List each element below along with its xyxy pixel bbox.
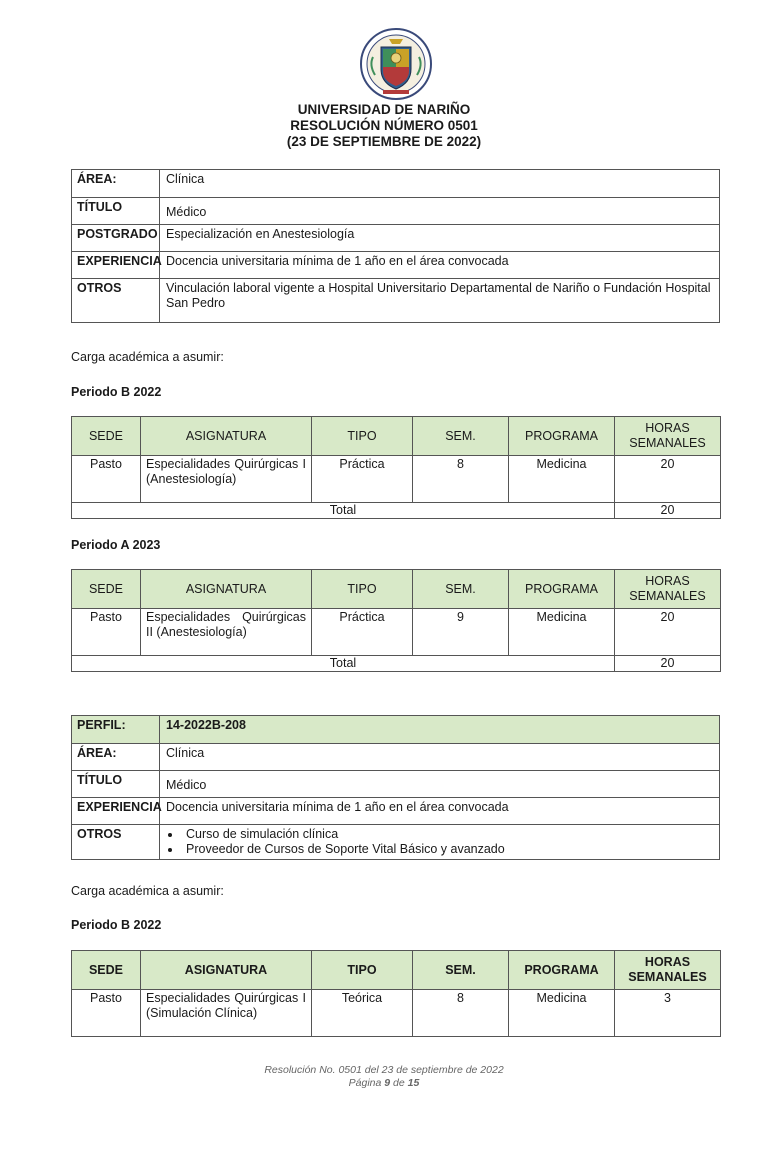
header-programa: PROGRAMA <box>509 417 615 456</box>
titulo-label: TÍTULO <box>72 771 160 798</box>
experiencia-label: EXPERIENCIA <box>72 798 160 825</box>
cell-tipo: Teórica <box>312 990 413 1037</box>
footer-resolution: Resolución No. 0501 del 23 de septiembre de 2022 <box>264 1064 504 1076</box>
area-label: ÁREA: <box>72 170 160 198</box>
total-label: Total <box>72 503 615 519</box>
otros-list <box>166 827 713 857</box>
cell-programa: Medicina <box>509 609 615 656</box>
otros-label: OTROS <box>72 825 160 860</box>
document-header <box>0 102 768 150</box>
cell-horas: 20 <box>615 456 721 503</box>
university-seal <box>359 27 433 101</box>
cell-sem: 9 <box>413 609 509 656</box>
page-total: 15 <box>407 1077 420 1089</box>
course-table-3 <box>71 950 720 1037</box>
titulo-value: Médico <box>160 771 720 798</box>
header-horas: HORAS SEMANALES <box>615 417 721 456</box>
list-item: • Curso de simulación clínica <box>182 827 713 842</box>
cell-programa: Medicina <box>509 990 615 1037</box>
header-programa: PROGRAMA <box>509 570 615 609</box>
cell-horas: 20 <box>615 609 721 656</box>
header-asignatura: ASIGNATURA <box>141 417 312 456</box>
titulo-value: Médico <box>160 198 720 225</box>
otros-list-cell <box>160 825 720 860</box>
cell-sede: Pasto <box>72 990 141 1037</box>
carga-label: Carga académica a asumir: <box>71 884 224 898</box>
profile-table-2 <box>71 715 720 860</box>
header-university: UNIVERSIDAD DE NARIÑO <box>297 102 471 117</box>
page-number: 9 <box>384 1077 391 1089</box>
experiencia-value: Docencia universitaria mínima de 1 año en el área convocada <box>160 798 720 825</box>
header-asignatura: ASIGNATURA <box>141 570 312 609</box>
experiencia-label: EXPERIENCIA <box>72 252 160 279</box>
header-date: (23 DE SEPTIEMBRE DE 2022) <box>286 134 482 149</box>
period-title: Periodo B 2022 <box>71 385 162 399</box>
cell-asignatura: Especialidades Quirúrgicas I (Simulación Clínica) <box>141 990 312 1037</box>
perfil-label: PERFIL: <box>72 716 160 744</box>
header-tipo: TIPO <box>312 951 413 990</box>
header-tipo: TIPO <box>312 570 413 609</box>
course-table-2 <box>71 569 720 672</box>
area-value: Clínica <box>160 170 720 198</box>
cell-tipo: Práctica <box>312 456 413 503</box>
cell-sede: Pasto <box>72 609 141 656</box>
cell-asignatura: Especialidades Quirúrgicas I (Anestesiología) <box>141 456 312 503</box>
carga-label: Carga académica a asumir: <box>71 350 224 364</box>
cell-sem: 8 <box>413 990 509 1037</box>
header-horas: HORAS SEMANALES <box>615 570 721 609</box>
profile-table-1 <box>71 169 720 323</box>
period-title: Periodo A 2023 <box>71 538 161 552</box>
header-sem: SEM. <box>413 417 509 456</box>
total-value: 20 <box>615 656 721 672</box>
otros-value: Vinculación laboral vigente a Hospital Universitario Departamental de Nariño o Fundación Hospital San Pedro <box>160 279 720 323</box>
header-asignatura: ASIGNATURA <box>141 951 312 990</box>
list-item: • Proveedor de Cursos de Soporte Vital Básico y avanzado <box>182 842 713 857</box>
page-word: Página <box>348 1077 382 1089</box>
header-horas: HORAS SEMANALES <box>615 951 721 990</box>
otros-label: OTROS <box>72 279 160 323</box>
period-title: Periodo B 2022 <box>71 918 162 932</box>
course-table-1 <box>71 416 720 519</box>
header-sede: SEDE <box>72 417 141 456</box>
cell-tipo: Práctica <box>312 609 413 656</box>
footer-page <box>0 1077 768 1090</box>
header-programa: PROGRAMA <box>509 951 615 990</box>
header-resolution: RESOLUCIÓN NÚMERO 0501 <box>290 118 478 133</box>
cell-programa: Medicina <box>509 456 615 503</box>
header-sede: SEDE <box>72 570 141 609</box>
header-sem: SEM. <box>413 570 509 609</box>
postgrado-value: Especialización en Anestesiología <box>160 225 720 252</box>
area-label: ÁREA: <box>72 744 160 771</box>
total-value: 20 <box>615 503 721 519</box>
area-value: Clínica <box>160 744 720 771</box>
total-label: Total <box>72 656 615 672</box>
of-word: de <box>393 1077 405 1089</box>
cell-sede: Pasto <box>72 456 141 503</box>
titulo-label: TÍTULO <box>72 198 160 225</box>
postgrado-label: POSTGRADO <box>72 225 160 252</box>
experiencia-value: Docencia universitaria mínima de 1 año en el área convocada <box>160 252 720 279</box>
page-footer <box>0 1064 768 1090</box>
header-sede: SEDE <box>72 951 141 990</box>
cell-horas: 3 <box>615 990 721 1037</box>
cell-sem: 8 <box>413 456 509 503</box>
cell-asignatura: Especialidades Quirúrgicas II (Anestesiología) <box>141 609 312 656</box>
perfil-value: 14-2022B-208 <box>160 716 720 744</box>
header-sem: SEM. <box>413 951 509 990</box>
header-tipo: TIPO <box>312 417 413 456</box>
